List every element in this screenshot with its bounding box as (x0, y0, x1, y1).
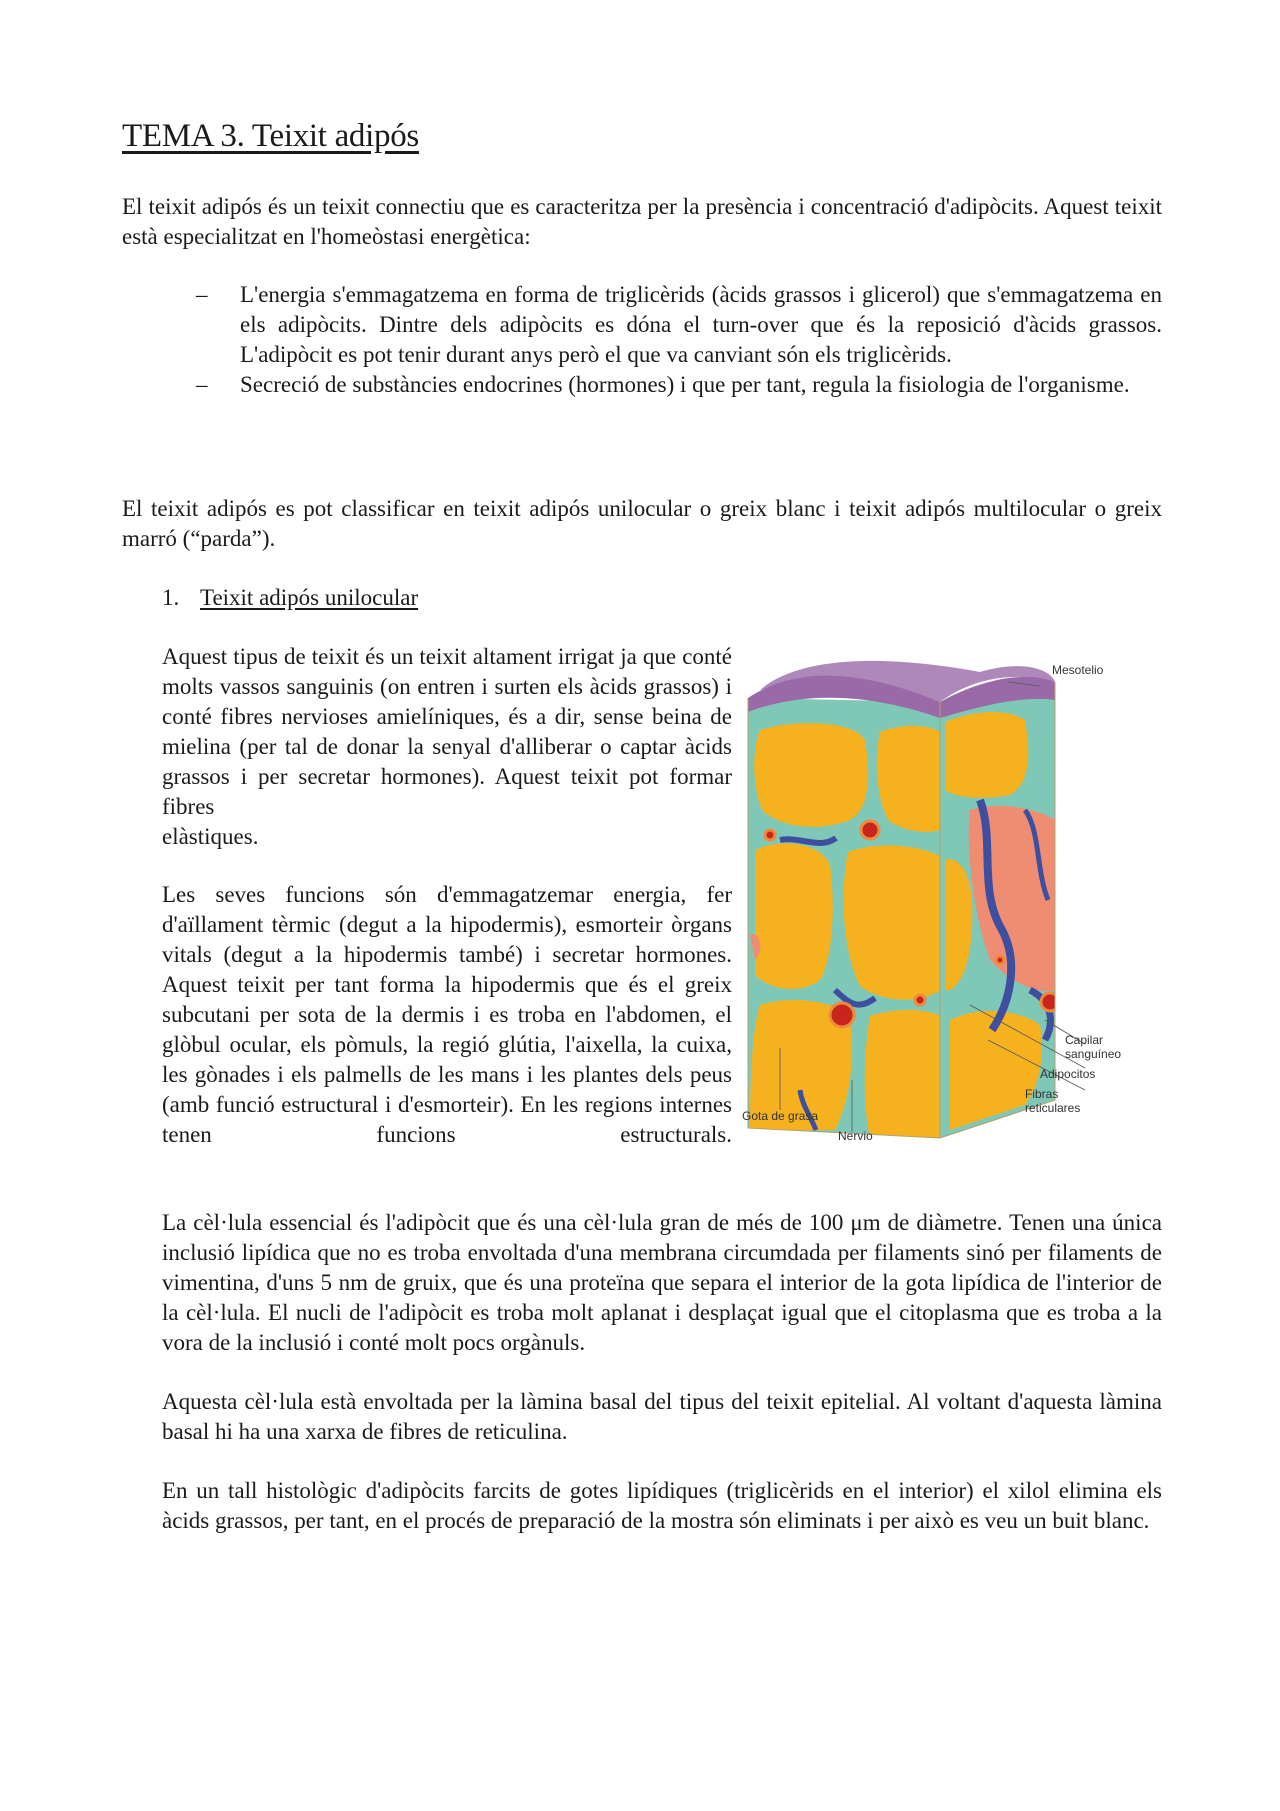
adipose-tissue-figure (740, 660, 1160, 1160)
section-number: 1. (162, 585, 180, 610)
label-mesotelio: Mesotelio (1052, 663, 1104, 677)
lamina-paragraph: Aquesta cèl·lula està envoltada per la làmina basal del tipus del teixit epitelial. Al voltant d'aquesta làmina basal hi ha una xarxa de fibres de reticulina. (162, 1389, 1162, 1444)
list-item (196, 370, 1162, 400)
irrigation-paragraph (162, 642, 732, 852)
nucleus (915, 995, 925, 1005)
fat-droplet (945, 712, 1028, 798)
list-item-text: L'energia s'emmagatzema en forma de triglicèrids (àcids grassos i glicerol) que s'emmagatzema en els adipòcits. Dintre dels adipòcits es dóna el turn-over que és la reposició d'àcids grassos. L'adipòcit es pot tenir durant anys però el que va canviant són els triglicèrids. (240, 282, 1162, 367)
histology-paragraph: En un tall histològic d'adipòcits farcits de gotes lipídiques (triglicèrids en el interior) el xilol elimina els àcids grassos, per tant, en el procés de preparació de la mostra són eliminats i per això es veu un buit blanc. (162, 1478, 1162, 1533)
fat-droplet (844, 845, 940, 999)
nucleus (765, 830, 775, 840)
functions-paragraph: Les seves funcions són d'emmagatzemar energia, fer d'aïllament tèrmic (degut a la hipodermis), esmorteir òrgans vitals (degut a la hipodermis també) i secretar hormones. Aquest teixit per tant forma la hipodermis que és el greix subcutani per sota de la dermis i es troba en l'abdomen, el glòbul ocular, els pòmuls, la regió glútia, l'aixella, la cuixa, les gònades i els palmells de les mans i les plantes dels peus (amb funció estructural i d'esmorteir). En les regions internes tenen funcions estructurals. (162, 882, 732, 1147)
classification-paragraph: El teixit adipós es pot classificar en teixit adipós unilocular o greix blanc i teixit adipós multilocular o greix marró (“parda”). (122, 496, 1162, 551)
nucleus (861, 821, 879, 839)
label-fibras: Fibras (1025, 1087, 1059, 1101)
adipose-tissue-illustration (740, 660, 1160, 1160)
page-title: TEMA 3. Teixit adipós (122, 118, 419, 154)
label-gota: Gota de grasa (742, 1109, 819, 1123)
label-reticulares: reticulares (1025, 1101, 1081, 1115)
cell-paragraph: La cèl·lula essencial és l'adipòcit que és una cèl·lula gran de més de 100 μm de diàmetre. Tenen una única inclusió lipídica que no es troba envoltada d'una membrana circumdada per filaments sinó per filaments de vimentina, d'uns 5 nm de gruix, que és una proteïna que separa el interior de la gota lipídica de l'interior de la cèl·lula. El nucli de l'adipòcit es troba molt aplanat i desplaçat igual que el citoplasma que es troba a la vora de la inclusió i conté molt pocs orgànuls. (162, 1210, 1162, 1355)
list-item-text: Secreció de substàncies endocrines (hormones) i que per tant, regula la fisiologia de l'organisme. (240, 372, 1130, 397)
section-heading (162, 583, 418, 613)
label-sanguineo: sanguíneo (1065, 1047, 1122, 1061)
list-dash: – (196, 282, 208, 307)
fat-droplet (865, 1010, 940, 1138)
front-face (740, 690, 950, 1150)
irrigation-text: Aquest tipus de teixit és un teixit altament irrigat ja que conté molts vassos sanguinis (on entren i surten els àcids grassos) i conté fibres nervioses amielíniques, és a dir, sense beina de mielina (per tal de donar la senyal d'alliberar o captar àcids grassos i per secretar hormones). Aquest teixit pot formar fibres (162, 644, 732, 819)
nucleus (1041, 993, 1059, 1011)
list-dash: – (196, 372, 208, 397)
label-capilar: Capilar (1065, 1033, 1104, 1047)
irrigation-text-end: elàstiques. (162, 824, 259, 849)
intro-paragraph: El teixit adipós és un teixit connectiu que es caracteritza per la presència i concentració d'adipòcits. Aquest teixit està especialitzat en l'homeòstasi energètica: (122, 194, 1162, 249)
label-nervio: Nervio (838, 1129, 873, 1143)
nucleus (830, 1003, 854, 1027)
list-item (196, 280, 1162, 370)
fat-droplet (754, 723, 868, 827)
nucleus (996, 956, 1004, 964)
fat-droplet (755, 843, 833, 989)
label-adipocitos: Adipocitos (1040, 1067, 1096, 1081)
function-list (196, 280, 1162, 400)
section-title: Teixit adipós unilocular (200, 585, 419, 610)
